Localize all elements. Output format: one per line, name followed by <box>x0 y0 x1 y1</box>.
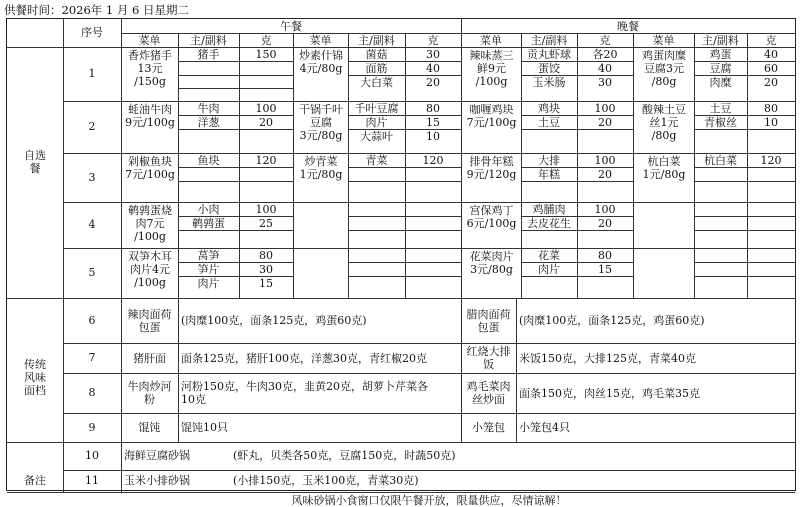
sub-line <box>694 276 795 277</box>
row-number: 5 <box>88 266 96 279</box>
grid-vline <box>633 33 634 298</box>
row-number: 8 <box>88 386 96 399</box>
ingredient-name: 牛肉 <box>197 102 220 115</box>
row-number: 3 <box>88 170 96 184</box>
row-line <box>63 248 795 249</box>
ingredient-name: 玉米肠 <box>532 76 566 89</box>
dish-name: 猪肝面 <box>133 351 166 365</box>
dish-name: 排骨年糕 9元/120g <box>466 155 517 181</box>
ingredient-gram: 10 <box>426 130 440 143</box>
ingredient-gram: 100 <box>594 203 616 216</box>
sub-line <box>694 216 795 217</box>
dish-name: 鸡毛菜肉 丝炒面 <box>466 380 511 406</box>
ingredient-gram: 120 <box>255 154 277 167</box>
ingredient-gram: 30 <box>426 48 440 61</box>
ingredient-name: 肉糜 <box>709 76 732 89</box>
sub-line <box>348 276 461 277</box>
ingredient-gram: 150 <box>255 48 277 61</box>
section-line <box>7 442 795 443</box>
dish-name: 腊肉面荷 包蛋 <box>466 307 511 334</box>
sub-line <box>178 181 293 182</box>
ingredient-name: 肉片 <box>538 263 560 276</box>
column-header-ingredient: 主/副料 <box>702 34 739 47</box>
ingredient-gram: 40 <box>598 62 612 75</box>
dish-name: 小笼包 <box>472 421 505 434</box>
ingredient-name: 笋片 <box>197 263 220 276</box>
ingredient-gram: 20 <box>426 76 440 89</box>
dish-description: 米饭150克，大排125克，青菜40克 <box>519 351 696 365</box>
dish-description: 面条125克，猪肝100克，洋葱30克，青红椒20克 <box>181 351 427 365</box>
sub-line <box>348 230 461 231</box>
dish-name: 双笋木耳 肉片4元 /100g <box>128 250 172 289</box>
dish-name: 宫保鸡丁 6元/100g <box>466 204 517 230</box>
sub-line <box>348 262 461 263</box>
ingredient-gram: 100 <box>594 154 616 167</box>
dish-description: (肉糜100克，面条125克，鸡蛋60克) <box>519 314 705 327</box>
row-number: 10 <box>85 449 99 462</box>
ingredient-name: 千叶豆腐 <box>354 102 399 115</box>
ingredient-name: 大蒜叶 <box>360 130 393 143</box>
sub-line <box>694 262 795 263</box>
header-line <box>4 2 189 18</box>
ingredient-gram: 100 <box>594 102 616 115</box>
ingredient-name: 去皮花生 <box>527 217 571 230</box>
note-label: 备注 <box>24 474 46 487</box>
ingredient-gram: 60 <box>764 62 778 75</box>
ingredient-gram: 20 <box>598 217 612 230</box>
row-line <box>63 470 795 471</box>
ingredient-gram: 20 <box>598 168 612 181</box>
row-line <box>63 343 795 344</box>
dish-name: 红烧大排 饭 <box>466 345 511 371</box>
ingredient-gram: 20 <box>598 116 612 129</box>
dish-name: 馄饨 <box>138 421 161 434</box>
sub-line <box>178 129 293 130</box>
column-header-dish: 菜单 <box>480 34 502 47</box>
dish-name: 海鲜豆腐砂锅 <box>124 449 190 462</box>
sub-line <box>348 167 461 168</box>
dish-name: 鹌鹑蛋烧 肉7元 /100g <box>128 204 172 243</box>
ingredient-gram: 各20 <box>592 48 618 61</box>
sub-line <box>178 61 293 62</box>
ingredient-name: 花菜 <box>538 249 560 262</box>
ingredient-name: 鹌鹑蛋 <box>192 217 225 230</box>
ingredient-gram: 30 <box>259 263 273 276</box>
column-header-gram: 克 <box>765 34 777 47</box>
seq-header: 序号 <box>81 26 103 39</box>
ingredient-gram: 15 <box>426 116 440 129</box>
ingredient-name: 青菜 <box>365 154 388 167</box>
dinner-header: 晚餐 <box>617 20 639 33</box>
sub-line <box>178 230 293 231</box>
ingredient-gram: 120 <box>760 154 782 167</box>
row-line <box>63 413 795 414</box>
ingredient-name: 豆腐 <box>709 62 732 75</box>
column-header-dish: 菜单 <box>652 34 675 47</box>
dish-name: 咖喱鸡块 7元/100g <box>466 103 517 129</box>
ingredient-name: 贡丸虾球 <box>527 48 571 61</box>
sub-line <box>694 181 795 182</box>
sub-line <box>178 75 293 76</box>
ingredient-gram: 80 <box>764 102 778 115</box>
ingredient-gram: 120 <box>422 154 444 167</box>
note-text: 风味砂锅小食窗口仅限午餐开放，限量供应，尽情谅解！ <box>291 494 567 507</box>
time-label: 供餐时间： <box>4 3 62 17</box>
ingredient-gram: 15 <box>259 277 273 290</box>
sub-line <box>348 181 461 182</box>
ingredient-gram: 40 <box>426 62 440 75</box>
date-text: 2026年 1 月 6 日星期二 <box>61 3 190 17</box>
ingredient-name: 蛋饺 <box>538 62 560 75</box>
sub-line <box>521 230 633 231</box>
ingredient-name: 面筋 <box>365 62 388 75</box>
dish-name: 辣味蒸三 鲜9元 /100g <box>469 49 514 88</box>
dish-name: 蚝油牛肉 9元/100g <box>125 103 175 129</box>
grid-vline <box>516 298 517 442</box>
column-header-ingredient: 主/副料 <box>530 34 568 47</box>
row-number: 4 <box>88 218 96 231</box>
sub-line <box>521 181 633 182</box>
sub-line <box>694 167 795 168</box>
ingredient-gram: 10 <box>764 116 778 129</box>
ingredient-gram: 30 <box>598 76 612 89</box>
ingredient-name: 小肉 <box>197 203 220 216</box>
ingredient-name: 洋葱 <box>197 116 220 129</box>
sub-line <box>178 88 293 89</box>
ingredient-name: 杭白菜 <box>704 154 737 167</box>
column-header-gram: 克 <box>599 34 611 47</box>
ingredient-gram: 25 <box>259 217 273 230</box>
dish-name: 炒素什锦 4元/80g <box>299 49 343 75</box>
ingredient-name: 鸡脯肉 <box>532 203 566 216</box>
menu-table <box>6 18 796 507</box>
ingredient-gram: 80 <box>598 249 612 262</box>
ingredient-gram: 100 <box>255 203 277 216</box>
section-traditional: 传统 风味 面档 <box>24 358 46 397</box>
ingredient-name: 年糕 <box>538 168 560 181</box>
ingredient-gram: 15 <box>598 263 612 276</box>
dish-description: (小排150克，玉米100克，青菜30克) <box>233 474 419 487</box>
note-line <box>7 492 795 493</box>
sub-line <box>521 129 633 130</box>
ingredient-name: 鱼块 <box>197 154 220 167</box>
sub-line <box>694 230 795 231</box>
column-header-dish: 菜单 <box>309 34 332 47</box>
dish-description: 面条150克，肉丝15克，鸡毛菜35克 <box>519 386 700 400</box>
column-header-gram: 克 <box>260 34 272 47</box>
grid-vline <box>461 19 462 442</box>
lunch-header: 午餐 <box>280 20 302 33</box>
ingredient-name: 菌菇 <box>365 48 388 61</box>
dish-description: 馄饨10只 <box>181 421 228 434</box>
ingredient-name: 土豆 <box>538 116 560 129</box>
section-line <box>7 298 795 299</box>
ingredient-name: 鸡蛋 <box>709 48 732 61</box>
ingredient-name: 大白菜 <box>360 76 393 89</box>
ingredient-name: 大排 <box>538 154 560 167</box>
dish-name: 牛肉炒河 粉 <box>127 380 172 406</box>
column-header-gram: 克 <box>427 34 439 47</box>
dish-name: 玉米小排砂锅 <box>124 474 190 487</box>
row-number: 7 <box>88 351 96 364</box>
dish-name: 香炸猪手 13元 /150g <box>128 49 172 88</box>
ingredient-gram: 80 <box>259 249 273 262</box>
ingredient-name: 青椒丝 <box>704 116 737 129</box>
ingredient-name: 肉片 <box>365 116 388 129</box>
ingredient-gram: 20 <box>764 76 778 89</box>
ingredient-name: 土豆 <box>709 102 732 115</box>
ingredient-gram: 80 <box>426 102 440 115</box>
dish-name: 鸡蛋肉糜 豆腐3元 /80g <box>642 49 686 88</box>
column-header-dish: 菜单 <box>138 34 161 47</box>
dish-name: 剁椒鱼块 7元/100g <box>125 155 175 181</box>
grid-vline <box>178 298 179 442</box>
ingredient-name: 莴笋 <box>197 249 220 262</box>
row-number: 9 <box>88 420 96 434</box>
row-line <box>63 202 795 203</box>
dish-name: 干锅千叶 豆腐 3元/80g <box>299 103 343 142</box>
dish-name: 花菜肉片 3元/80g <box>469 250 514 276</box>
column-header-ingredient: 主/副料 <box>190 34 227 47</box>
section-self-select: 自选 餐 <box>24 149 46 175</box>
row-number: 2 <box>88 120 96 133</box>
dish-description: 河粉150克，牛肉30克，韭黄20克，胡萝卜芹菜各 10克 <box>181 380 428 406</box>
dish-description: (虾丸，贝类各50克，豆腐150克，时蔬50克) <box>233 449 456 462</box>
row-line <box>63 373 795 374</box>
dish-name: 杭白菜 1元/80g <box>642 155 686 181</box>
sub-line <box>178 167 293 168</box>
sub-line <box>694 129 795 130</box>
row-number: 6 <box>88 313 96 327</box>
row-number: 11 <box>85 474 99 487</box>
ingredient-gram: 40 <box>764 48 778 61</box>
dish-description: 小笼包4只 <box>519 421 570 434</box>
ingredient-name: 鸡块 <box>538 102 560 115</box>
sub-line <box>348 216 461 217</box>
sub-line <box>521 276 633 277</box>
dish-name: 辣肉面荷 包蛋 <box>127 307 172 334</box>
ingredient-gram: 20 <box>259 116 273 129</box>
dish-description: (肉糜100克，面条125克，鸡蛋60克) <box>181 314 367 327</box>
row-number: 1 <box>88 67 96 80</box>
grid-vline <box>293 33 294 298</box>
column-header-ingredient: 主/副料 <box>358 34 395 47</box>
dish-name: 炒青菜 1元/80g <box>299 155 343 181</box>
dish-name: 酸辣土豆 丝1元 /80g <box>642 103 686 142</box>
ingredient-name: 肉片 <box>197 277 220 290</box>
ingredient-name: 猪手 <box>197 48 220 61</box>
ingredient-gram: 100 <box>255 102 277 115</box>
